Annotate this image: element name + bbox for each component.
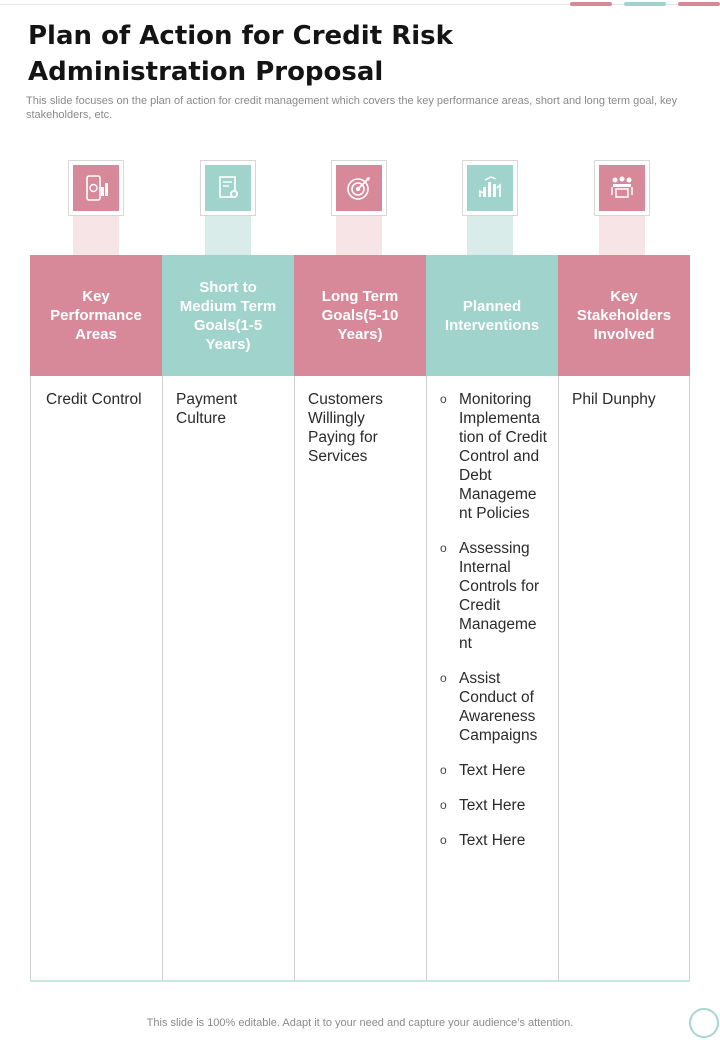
list-item-text: Text Here xyxy=(459,762,526,779)
column-header-long-term-goals: Long Term Goals(5-10 Years) xyxy=(294,255,426,376)
cell-long-term-goals: Customers Willingly Paying for Services xyxy=(308,391,383,465)
list-item xyxy=(440,831,548,850)
list-item xyxy=(440,761,548,780)
icon-card-3 xyxy=(331,160,387,216)
list-item xyxy=(440,669,548,745)
mobile-chart-icon xyxy=(73,165,119,211)
team-meeting-icon xyxy=(599,165,645,211)
document-badge-icon xyxy=(205,165,251,211)
bullet-marker: o xyxy=(440,541,447,555)
table-bottom-accent xyxy=(30,980,690,982)
connector-1 xyxy=(73,216,119,256)
list-item xyxy=(440,390,548,523)
column-divider xyxy=(294,376,295,982)
list-item-text: Text Here xyxy=(459,832,526,849)
column-header-key-performance-areas: Key Performance Areas xyxy=(30,255,162,376)
connector-3 xyxy=(336,216,382,256)
cell-short-medium-term-goals: Payment Culture xyxy=(176,391,238,427)
top-accent-pink xyxy=(570,2,612,6)
connector-2 xyxy=(205,216,251,256)
list-item xyxy=(440,796,548,815)
icon-card-5 xyxy=(594,160,650,216)
icon-card-2 xyxy=(200,160,256,216)
column-divider xyxy=(558,376,559,982)
footer-note: This slide is 100% editable. Adapt it to your need and capture your audience’s attention. xyxy=(146,1017,574,1029)
top-divider xyxy=(0,4,720,5)
column-header-short-medium-term-goals: Short to Medium Term Goals(1-5 Years) xyxy=(162,255,294,376)
connector-5 xyxy=(599,216,645,256)
icon-card-1 xyxy=(68,160,124,216)
icon-card-4 xyxy=(462,160,518,216)
bullet-marker: o xyxy=(440,671,447,685)
bullet-marker: o xyxy=(440,763,447,777)
target-icon xyxy=(336,165,382,211)
list-item-text: Assist Conduct of Awareness Campaigns xyxy=(459,670,538,744)
connector-4 xyxy=(467,216,513,256)
list-item-text: Assessing Internal Controls for Credit Manageme nt xyxy=(459,540,540,652)
corner-circle-decoration xyxy=(689,1008,719,1038)
column-header-planned-interventions: Planned Interventions xyxy=(426,255,558,376)
page-title: Plan of Action for Credit Risk Administration Proposal xyxy=(28,21,453,87)
column-divider xyxy=(426,376,427,982)
table-body xyxy=(30,376,690,982)
interventions-list xyxy=(440,390,548,866)
bullet-marker: o xyxy=(440,392,447,406)
column-divider xyxy=(162,376,163,982)
list-item-text: Monitoring Implementa tion of Credit Control and Debt Manageme nt Policies xyxy=(459,391,547,522)
cell-key-stakeholders: Phil Dunphy xyxy=(572,391,656,408)
top-accent-pink xyxy=(678,2,720,6)
hand-bar-chart-icon xyxy=(467,165,513,211)
list-item-text: Text Here xyxy=(459,797,526,814)
bullet-marker: o xyxy=(440,798,447,812)
column-header-key-stakeholders: Key Stakeholders Involved xyxy=(558,255,690,376)
bullet-marker: o xyxy=(440,833,447,847)
list-item xyxy=(440,539,548,653)
page-subtitle: This slide focuses on the plan of action for credit management which covers the key performance areas, short and long term goal, key stakeholders, etc. xyxy=(26,95,678,121)
cell-key-performance-areas: Credit Control xyxy=(46,391,142,408)
top-accent-teal xyxy=(624,2,666,6)
